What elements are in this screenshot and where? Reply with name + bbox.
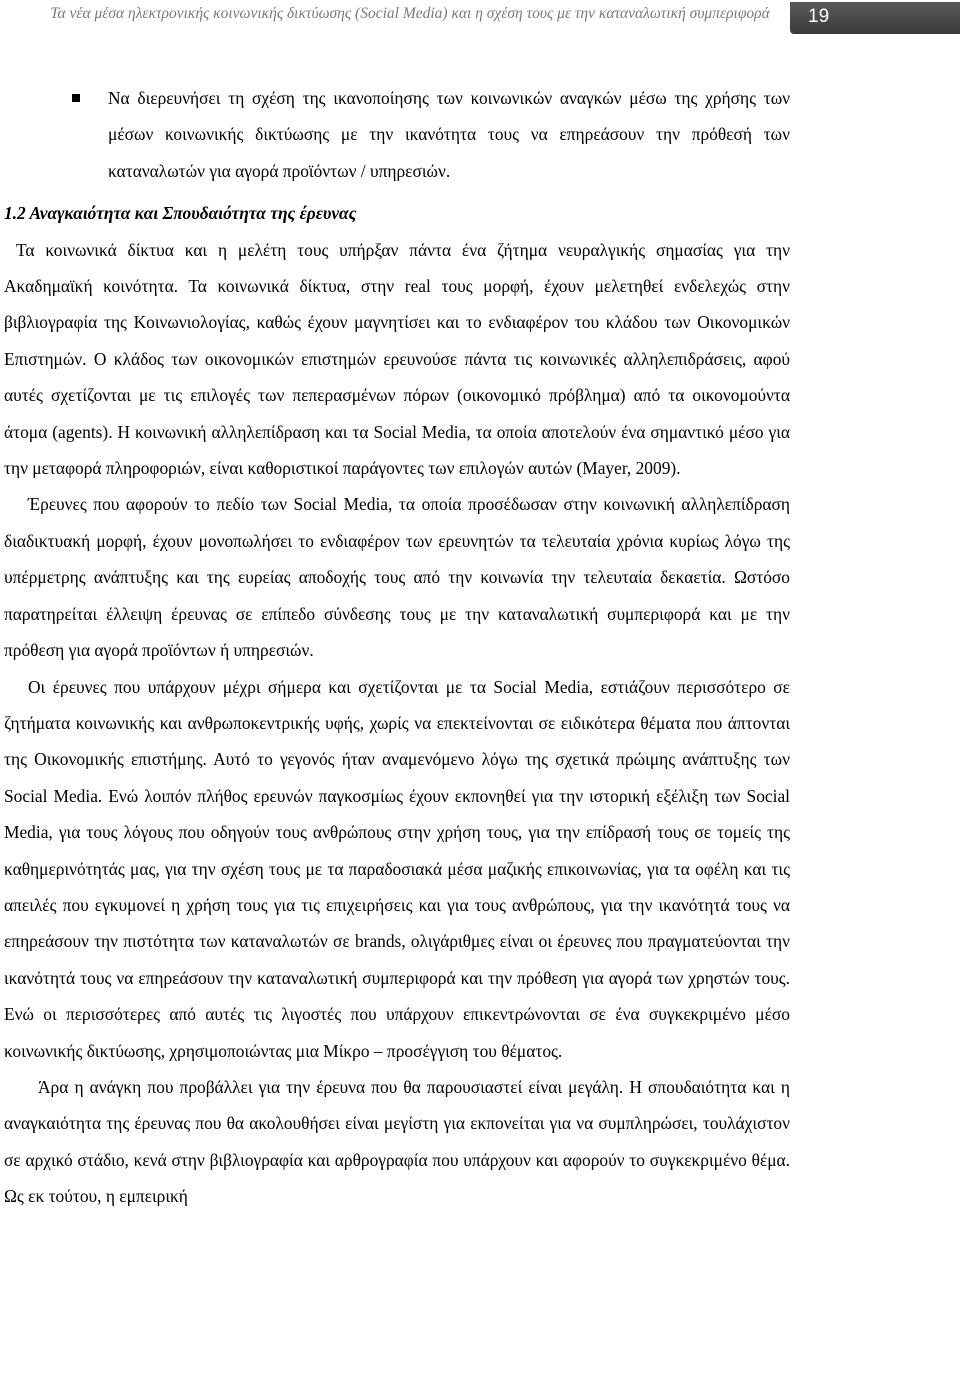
document-body <box>4 80 790 1215</box>
paragraph-3: Οι έρευνες που υπάρχουν μέχρι σήμερα και σχετίζονται με τα Social Media, εστιάζουν περισσότερο σε ζητήματα κοινωνικής και ανθρωποκεντρικής υφής, χωρίς να επεκτείνονται σε ειδικότερα θέματα που άπτονται της Οικονομικής επιστήμης. Αυτό το γεγονός ήταν αναμενόμενο λόγω της σχετικά πρώιμης ανάπτυξης των Social Media. Ενώ λοιπόν πλήθος ερευνών παγκοσμίως έχουν εκπονηθεί για την ιστορική εξέλιξη των Social Media, για τους λόγους που οδηγούν τους ανθρώπους στην χρήση τους, για την επίδρασή τους σε τομείς της καθημερινότητάς μας, για την σχέση τους με τα παραδοσιακά μέσα μαζικής επικοινωνίας, για τα οφέλη και τις απειλές που εγκυμονεί η χρήση τους για τις επιχειρήσεις και για τους ανθρώπους, για την ικανότητά τους να επηρεάσουν την πιστότητα των καταναλωτών σε brands, ολιγάριθμες είναι οι έρευνες που πραγματεύονται την ικανότητά τους να επηρεάσουν την καταναλωτική συμπεριφορά και την πρόθεση για αγορά των χρηστών τους. Ενώ οι περισσότερες από αυτές τις λιγοστές που υπάρχουν επικεντρώνονται σε ένα συγκεκριμένο μέσο κοινωνικής δικτύωσης, χρησιμοποιώντας μια Μίκρο – προσέγγιση του θέματος. <box>4 676 790 1061</box>
page-header <box>0 0 960 46</box>
paragraph-2: Έρευνες που αφορούν το πεδίο των Social Media, τα οποία προσέδωσαν στην κοινωνική αλληλεπίδραση διαδικτυακή μορφή, έχουν μονοπωλήσει το ενδιαφέρον των ερευνητών τα τελευταία χρόνια κυρίως λόγω της υπέρμετρης ανάπτυξης και της ευρείας αποδοχής τους από την κοινωνία την τελευταία δεκαετία. Ωστόσο παρατηρείται έλλειψη έρευνας σε επίπεδο σύνδεσης τους με την καταναλωτική συμπεριφορά και με την πρόθεση για αγορά προϊόντων ή υπηρεσιών. <box>4 494 790 661</box>
running-title: Τα νέα μέσα ηλεκτρονικής κοινωνικής δικτύωσης (Social Media) και η σχέση τους με την καταναλωτική συμπεριφορά <box>50 5 770 22</box>
paragraph-1: Τα κοινωνικά δίκτυα και η μελέτη τους υπήρξαν πάντα ένα ζήτημα νευραλγικής σημασίας για την Ακαδημαϊκή κοινότητα. Τα κοινωνικά δίκτυα, στην real τους μορφή, έχουν μελετηθεί ενδελεχώς στην βιβλιογραφία της Κοινωνιολογίας, καθώς έχουν μαγνητίσει και το ενδιαφέρον του κλάδου των Οικονομικών Επιστημών. Ο κλάδος των οικονομικών επιστημών ερευνούσε πάντα τις κοινωνικές αλληλεπιδράσεις, αφού αυτές σχετίζονται με τις επιλογές των πεπερασμένων πόρων (οικονομικό πρόβλημα) από τα οικονομούντα άτομα (agents). Η κοινωνική αλληλεπίδραση και τα Social Media, τα οποία αποτελούν ένα σημαντικό μέσο για την μεταφορά πληροφοριών, είναι καθοριστικοί παράγοντες των επιλογών αυτών (Mayer, 2009). <box>4 239 790 479</box>
paragraph-4: Άρα η ανάγκη που προβάλλει για την έρευνα που θα παρουσιαστεί είναι μεγάλη. Η σπουδαιότητα και η αναγκαιότητα της έρευνας που θα ακολουθήσει είναι μεγίστη για εκπονείται για να συμπληρώσει, τουλάχιστον σε αρχικό στάδιο, κενά στην βιβλιογραφία και αρθρογραφία που υπάρχουν και αφορούν το συγκεκριμένο θέμα. Ως εκ τούτου, η εμπειρική <box>4 1076 790 1207</box>
bullet-text: Να διερευνήσει τη σχέση της ικανοποίησης των κοινωνικών αναγκών μέσω της χρήσης των μέσων κοινωνικής δικτύωσης με την ικανότητα τους να επηρεάσουν την πρόθεσή των καταναλωτών για αγορά προϊόντων / υπηρεσιών. <box>108 88 790 181</box>
list-item <box>4 80 790 189</box>
square-bullet-icon <box>72 94 80 102</box>
section-heading: 1.2 Αναγκαιότητα και Σπουδαιότητα της έρευνας <box>4 203 357 224</box>
page-number: 19 <box>808 6 830 27</box>
page-number-box <box>790 2 960 34</box>
